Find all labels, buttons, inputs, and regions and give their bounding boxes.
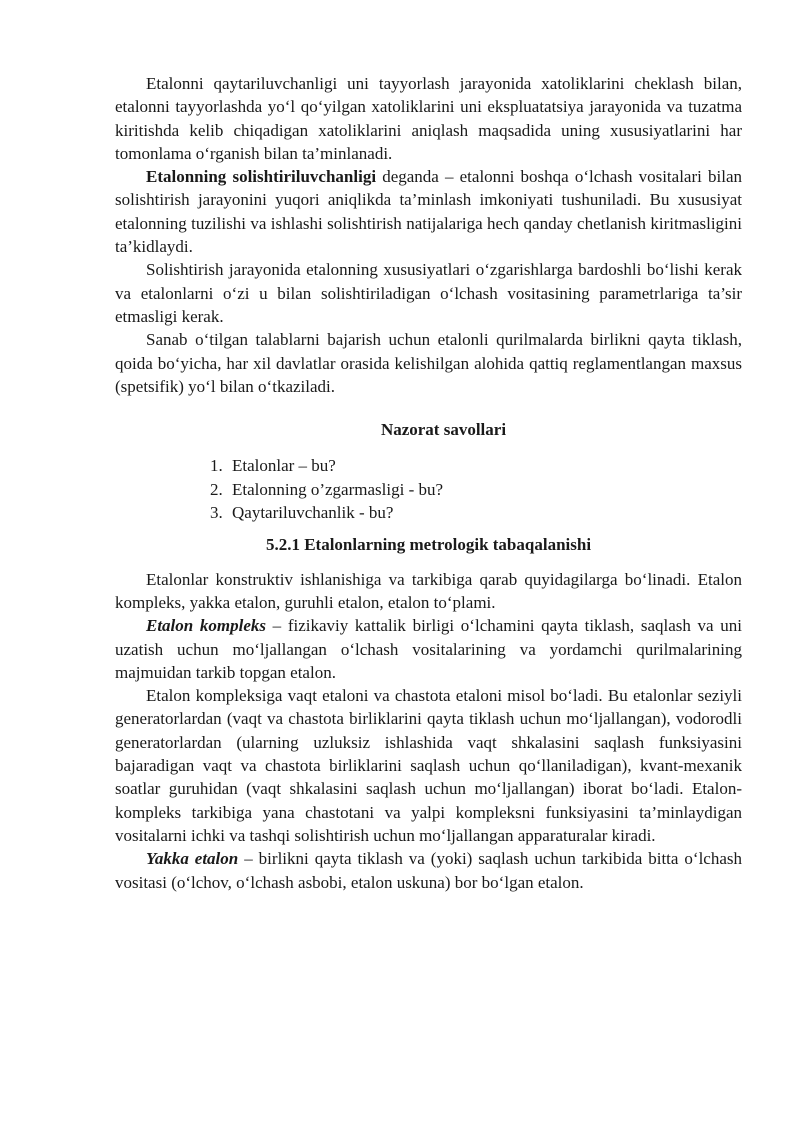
term-etalon-complex: Etalon kompleks [146,616,267,636]
list-item-text: Qaytariluvchanlik - bu? [232,503,394,523]
paragraph-text: – fizikaviy kattalik birligi o‘lchamini qayta tiklash, saqlash va uni uzatish uchun mo‘ljallangan o‘lchash vositalarining va yordamchi qurilmalarining majmuidan tarkib topgan etalon. [115,616,742,682]
paragraph-reproducibility [115,72,742,165]
list-item [210,478,742,501]
paragraph-requirements [115,328,742,398]
term-single-etalon: Yakka etalon [146,849,239,869]
paragraph-text: Etalonlar konstruktiv ishlanishiga va tarkibiga qarab quyidagilarga bo‘linadi. Etalon kompleks, yakka etalon, guruhli etalon, etalon to‘plami. [115,569,742,612]
paragraph-text: deganda – etalonni boshqa o‘lchash vositalari bilan solishtirish jarayonini yuqori aniqlikda ta’minlash imkoniyati tushuniladi. Bu xususiyat etalonning tuzilishi va ishlashi solishtirish natijalariga hech qanday chetlanish kiritmasligini ta’kidlaydi. [115,167,742,257]
list-item [210,454,742,477]
list-item-number: 2. [210,479,223,499]
list-item-text: Etalonning o’zgarmasligi - bu? [232,479,444,499]
paragraph-text: Solishtirish jarayonida etalonning xususiyatlari o‘zgarishlarga bardoshli bo‘lishi kerak va etalonlarni o‘zi u bilan solishtiriladigan o‘lchash vositasining parametrlariga ta’sir etmasligi kerak. [115,260,742,326]
list-item [210,501,742,524]
paragraph-classification [115,568,742,615]
term-comparability: Etalonning solishtiriluvchanligi [146,167,377,187]
paragraph-text: Etalon kompleksiga vaqt etaloni va chastota etaloni misol bo‘ladi. Bu etalonlar seziyli generatorlardan (vaqt va chastota birliklarini qayta tiklash uchun mo‘ljallangan), vodorodli generatorlardan (ularning uzluksiz ishlashida vaqt shkalasini saqlash funksiyasini bajaradigan vaqt va chastota birliklarini saqlash uchun qo‘llaniladigan), kvant-mexanik soatlar guruhidan (vaqt shkalasini saqlash uchun mo‘ljallangan) iborat bo‘ladi. Etalon-kompleks tarkibiga yana chastotani va yalpi kompleksni funksiyasini ta’minlaydigan vositalarni ichki va tashqi solishtirish uchun mo‘ljallangan apparaturalar kiradi. [115,686,742,845]
section-title: 5.2.1 Etalonlarning metrologik tabaqalanishi [265,535,592,555]
paragraph-text: – birlikni qayta tiklash va (yoki) saqlash uchun tarkibida bitta o‘lchash vositasi (o‘lchov, o‘lchash asbobi, etalon uskuna) bor bo‘lgan etalon. [115,849,742,892]
paragraph-complex-example [115,684,742,847]
document-page [115,72,742,894]
paragraph-comparability [115,165,742,258]
list-item-text: Etalonlar – bu? [232,456,336,476]
control-questions-list [115,454,742,524]
control-questions-title: Nazorat savollari [380,420,507,440]
list-item-number: 3. [210,503,223,523]
paragraph-single-etalon [115,847,742,894]
list-item-number: 1. [210,456,223,476]
paragraph-stability [115,258,742,328]
paragraph-text: Sanab o‘tilgan talablarni bajarish uchun etalonli qurilmalarda birlikni qayta tiklash, qoida bo‘yicha, har xil davlatlar orasida kelishilgan alohida qattiq reglamentlangan maxsus (spetsifik) yo‘l bilan o‘tkaziladi. [115,330,742,396]
paragraph-text: Etalonni qaytariluvchanligi uni tayyorlash jarayonida xatoliklarini cheklash bilan, etalonni tayyorlashda yo‘l qo‘yilgan xatoliklarini uni ekspluatatsiya jarayonida va tuzatma kiritishda kelib chiqadigan xatoliklarini aniqlash maqsadida uning xususiyatlarini har tomonlama o‘rganish bilan ta’minlanadi. [115,74,742,163]
paragraph-etalon-complex [115,614,742,684]
